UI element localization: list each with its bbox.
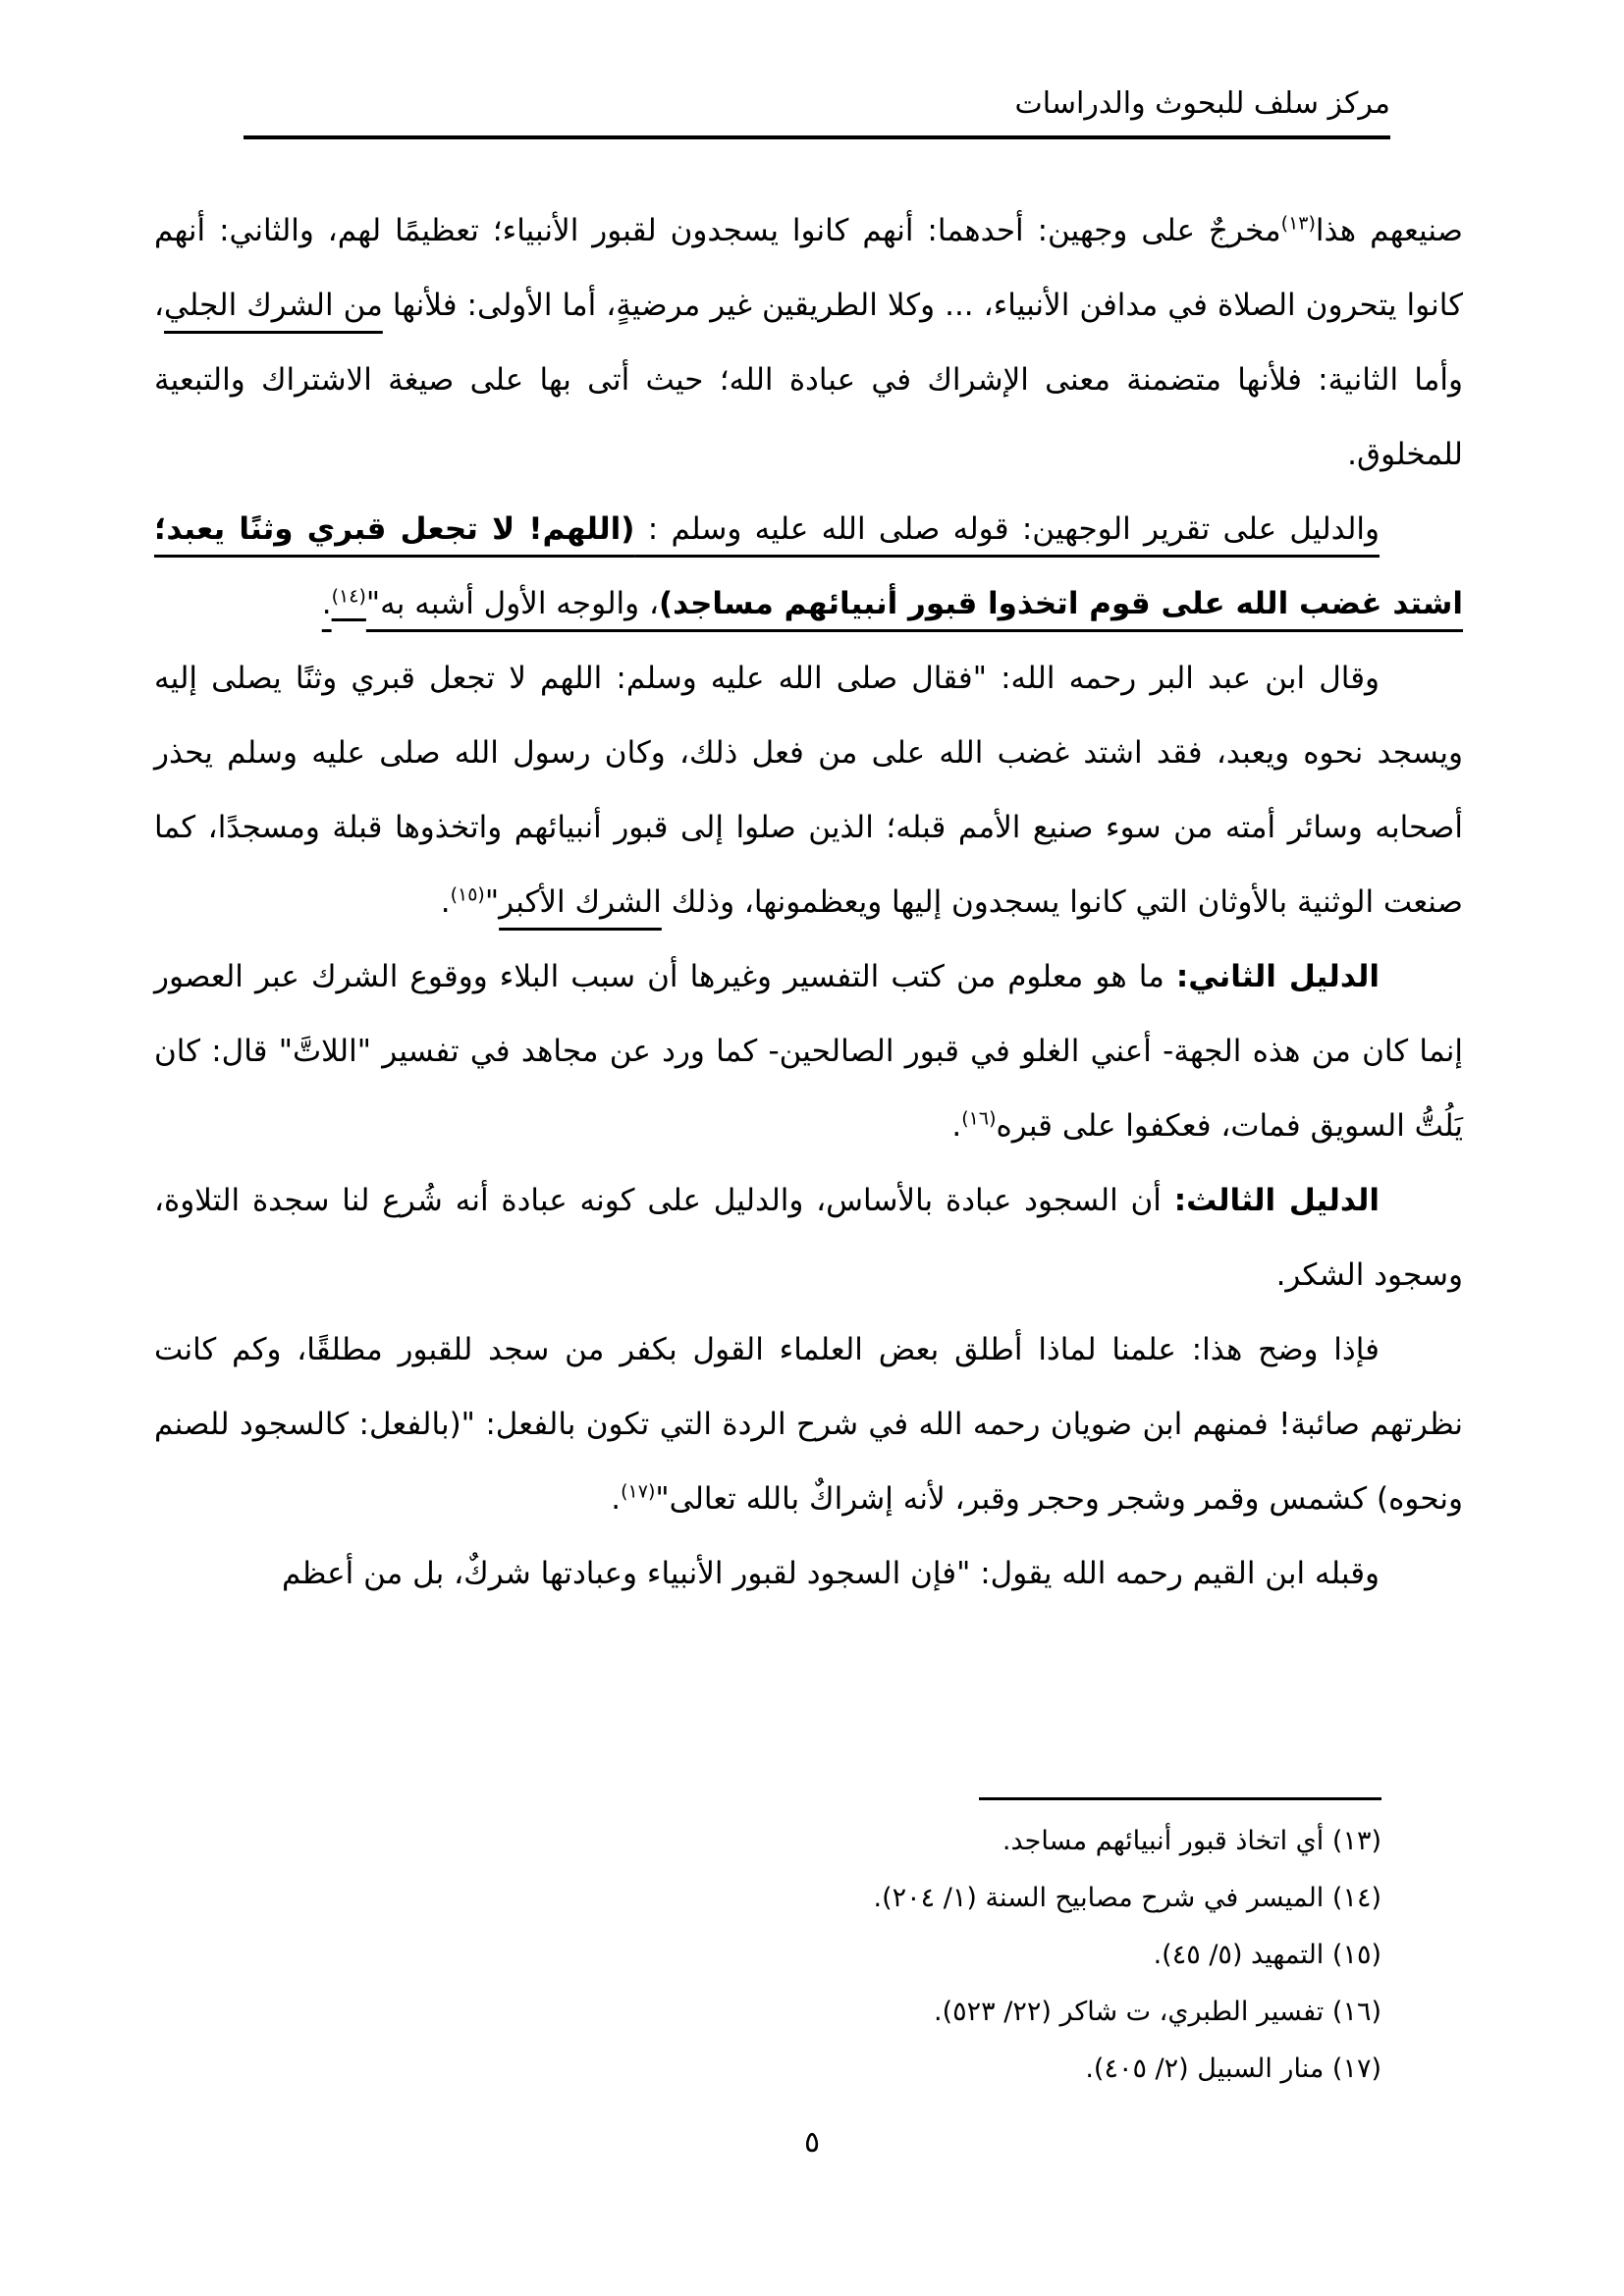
footnote-text: تفسير الطبري، ت شاكر (٢٢/ ٥٢٣). (934, 1997, 1325, 2027)
text-run: فإذا وضح هذا: علمنا لماذا أطلق بعض العلماء القول بكفر من سجد للقبور مطلقًا، وكم كانت نظرتهم صائبة! فمنهم ابن ضويان رحمه الله في شرح الردة التي تكون بالفعل: "(بالفعل: كالسجود للصنم ونحوه) كشمس وقمر وشجر وحجر وقبر، لأنه إشراكٌ بالله تعالى" (154, 1332, 1463, 1517)
text-run: من الشرك الجلي (164, 288, 383, 323)
text-run: . (611, 1481, 622, 1517)
footnote-ref: (١٣) (1280, 212, 1316, 235)
footnote-text: منار السبيل (٢/ ٤٠٥). (1085, 2054, 1325, 2084)
text-run: والدليل على تقرير الوجهين: قوله صلى الله عليه وسلم : (634, 511, 1380, 547)
footnote-ref: (١٧) (621, 1480, 656, 1503)
text-run: ، والوجه الأول أشبه به" (365, 586, 659, 621)
footnote-text: التمهيد (٥/ ٤٥). (1153, 1940, 1325, 1970)
footnote-ref: (١٤) (331, 585, 366, 608)
footnotes (203, 1813, 1381, 2098)
text-run: ، وأما الثانية: فلأنها متضمنة معنى الإشراك في عبادة الله؛ حيث أتى بها على صيغة الاشتراك والتبعية للمخلوق. (154, 288, 1463, 472)
paragraph (154, 641, 1463, 939)
text-run: . (321, 586, 332, 621)
footnote-number: (١٤) (1324, 1883, 1381, 1913)
footnote-number: (١٦) (1324, 1997, 1381, 2027)
paragraph (154, 193, 1463, 492)
footnote-number: (١٥) (1324, 1940, 1381, 1970)
footnote-item (203, 2041, 1381, 2098)
text-run: وقال ابن عبد البر رحمه الله: "فقال صلى الله عليه وسلم: اللهم لا تجعل قبري وثنًا يصلى إليه ويسجد نحوه ويعبد، فقد اشتد غضب الله على من فعل ذلك، وكان رسول الله صلى عليه وسلم يحذر أصحابه وسائر أمته من سوء صنيع الأمم قبله؛ الذين صلوا إلى قبور أنبيائهم واتخذوها قبلة ومسجدًا، كما صنعت الوثنية بالأوثان التي كانوا يسجدون إليها ويعظمونها، وذلك (154, 661, 1463, 920)
paragraph (154, 1163, 1463, 1312)
text-run: الدليل الثاني: (1175, 959, 1380, 994)
paragraph (154, 1312, 1463, 1536)
text-run: مخرجٌ على وجهين: أحدهما: أنهم كانوا يسجدون لقبور الأنبياء؛ تعظيمًا لهم، والثاني: أنهم كانوا يتحرون الصلاة في مدافن الأنبياء، ... وكلا الطريقين غير مرضيةٍ، أما الأولى: فلأنها (154, 213, 1463, 323)
paragraph (154, 1536, 1463, 1611)
footnote-separator (979, 1797, 1381, 1800)
header-title: مركز سلف للبحوث والدراسات (1014, 86, 1390, 121)
footnote-text: أي اتخاذ قبور أنبيائهم مساجد. (1001, 1826, 1325, 1856)
footnote-item (203, 1813, 1381, 1870)
text-run: أن السجود عبادة بالأساس، والدليل على كونه عبادة أنه شُرع لنا سجدة التلاوة، وسجود الشكر. (154, 1183, 1463, 1293)
document-body (154, 193, 1463, 1611)
footnote-item (203, 1984, 1381, 2041)
paragraph (154, 492, 1463, 641)
text-run: صنيعهم هذا (1315, 213, 1463, 248)
text-run: . (440, 884, 451, 920)
text-run: . (951, 1108, 962, 1144)
text-run: وقبله ابن القيم رحمه الله يقول: "فإن السجود لقبور الأنبياء وعبادتها شركٌ، بل من أعظم (282, 1556, 1380, 1591)
footnote-number: (١٧) (1324, 2054, 1381, 2084)
text-run: ما هو معلوم من كتب التفسير وغيرها أن سبب البلاء ووقوع الشرك عبر العصور إنما كان من هذه الجهة- أعني الغلو في قبور الصالحين- كما ورد عن مجاهد في تفسير "اللاتَّ" قال: كان يَلُتُّ السويق فمات، فعكفوا على قبره (154, 959, 1463, 1144)
footnote-item (203, 1927, 1381, 1984)
footnote-text: الميسر في شرح مصابيح السنة (١/ ٢٠٤). (873, 1883, 1325, 1913)
paragraph (154, 939, 1463, 1163)
text-run: (اللهم! لا تجعل قبري وثنًا يعبد؛ اشتد غضب الله على قوم اتخذوا قبور أنبيائهم مساجد) (154, 511, 1463, 621)
footnote-item (203, 1870, 1381, 1927)
text-run: " (484, 884, 500, 920)
header-rule (244, 135, 1390, 139)
text-run: الدليل الثالث: (1173, 1183, 1380, 1218)
footnote-ref: (١٦) (961, 1107, 997, 1130)
footnote-number: (١٣) (1324, 1826, 1381, 1856)
page-number: ٥ (803, 2125, 821, 2160)
footnote-ref: (١٥) (450, 883, 485, 906)
text-run: الشرك الأكبر (499, 884, 662, 920)
